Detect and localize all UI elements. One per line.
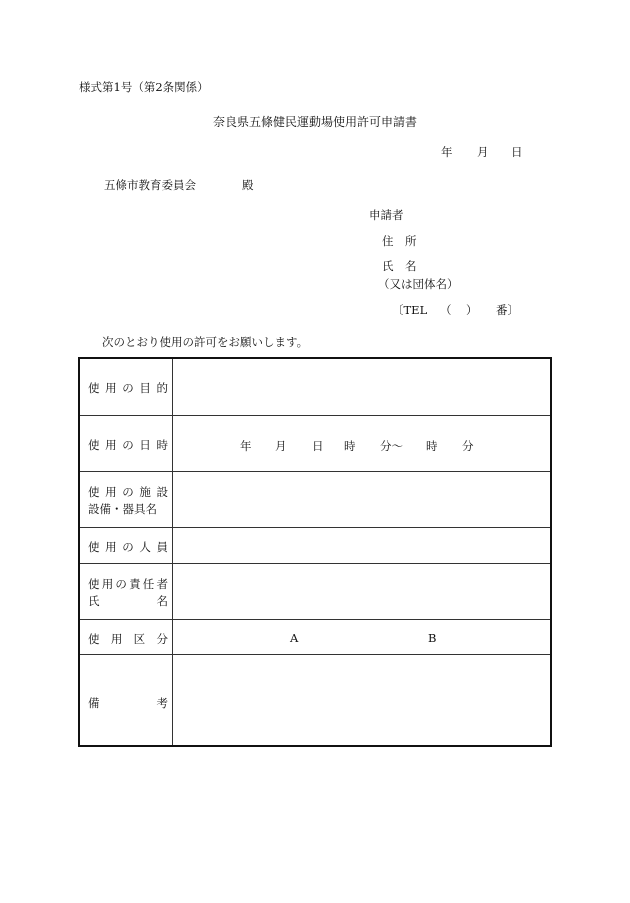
label-purpose: 使 用 の 目 的 bbox=[88, 381, 168, 395]
row-facility bbox=[80, 472, 550, 528]
addressee-honorific: 殿 bbox=[242, 178, 254, 192]
tel-open: 〔TEL bbox=[392, 303, 428, 317]
row-datetime bbox=[80, 416, 550, 472]
label-persons: 使 用 の 人 員 bbox=[88, 540, 168, 554]
date-day: 日 bbox=[511, 145, 523, 159]
datetime-hour-end: 時 bbox=[426, 439, 438, 453]
datetime-year: 年 bbox=[240, 439, 252, 453]
form-title: 奈良県五條健民運動場使用許可申請書 bbox=[213, 115, 418, 129]
datetime-day: 日 bbox=[312, 439, 324, 453]
applicant-address-label: 住 所 bbox=[382, 234, 417, 248]
category-b: B bbox=[428, 631, 437, 645]
category-a: A bbox=[290, 631, 299, 645]
label-datetime: 使 用 の 日 時 bbox=[88, 438, 168, 452]
applicant-name-label: 氏 名 bbox=[382, 259, 417, 273]
label-category: 使 用 区 分 bbox=[88, 632, 168, 646]
date-month: 月 bbox=[477, 145, 489, 159]
form-number: 様式第1号（第2条関係） bbox=[79, 80, 209, 94]
datetime-hour-start: 時 bbox=[344, 439, 356, 453]
request-text: 次のとおり使用の許可をお願いします。 bbox=[102, 335, 309, 349]
datetime-minute-end: 分 bbox=[462, 439, 474, 453]
applicant-org-note: （又は団体名） bbox=[378, 277, 459, 291]
row-responsible bbox=[80, 564, 550, 620]
row-persons bbox=[80, 528, 550, 564]
datetime-month: 月 bbox=[275, 439, 287, 453]
applicant-heading: 申請者 bbox=[369, 208, 404, 222]
row-category bbox=[80, 620, 550, 655]
label-facility: 使 用 の 施 設 設備・器具名 bbox=[88, 485, 168, 516]
tel-paren-close: ） bbox=[466, 303, 478, 317]
tel-close: 番〕 bbox=[496, 303, 519, 317]
tel-paren-open: （ bbox=[440, 303, 452, 317]
row-purpose bbox=[80, 359, 550, 416]
application-table bbox=[78, 357, 552, 747]
row-remarks bbox=[80, 655, 550, 745]
addressee-name: 五條市教育委員会 bbox=[104, 178, 196, 192]
label-responsible: 使 用 の 責 任 者 氏 名 bbox=[88, 577, 168, 608]
datetime-minute-start: 分〜 bbox=[380, 439, 403, 453]
date-year: 年 bbox=[441, 145, 453, 159]
label-remarks: 備 考 bbox=[88, 696, 168, 710]
